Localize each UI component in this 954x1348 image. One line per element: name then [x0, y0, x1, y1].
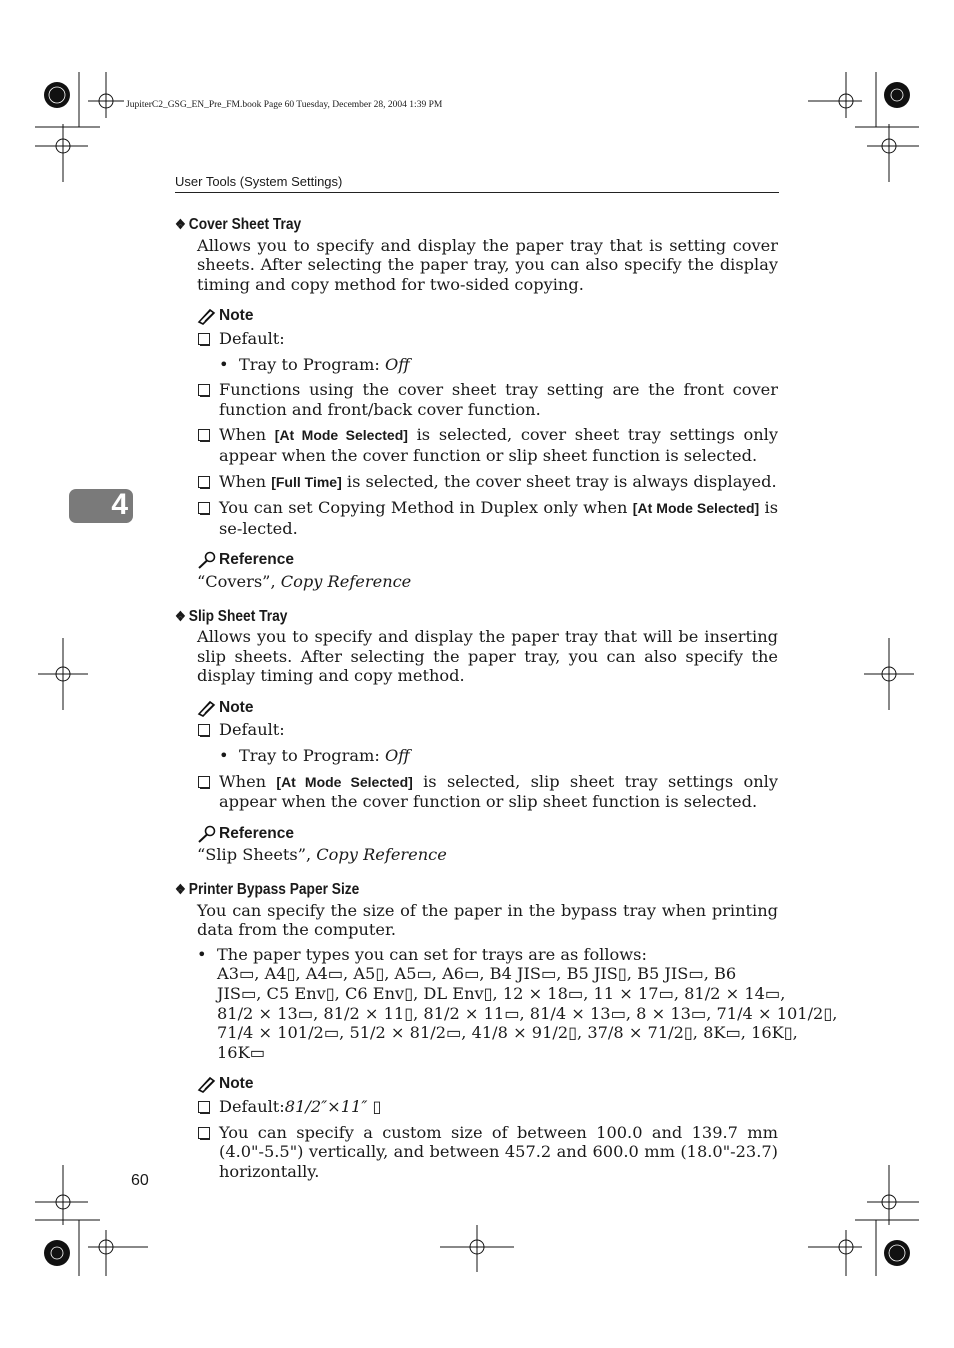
checkbox-icon — [197, 1126, 211, 1140]
at-mode-selected-key: [At Mode Selected] — [276, 773, 413, 790]
checklist-item: When [At Mode Selected] is selected, slip sheet tray settings only appear when the cover function or slip sheet function is selected. — [197, 772, 778, 812]
reference-text: “Slip Sheets”, Copy Reference — [197, 845, 447, 865]
checkbox-icon — [197, 501, 211, 515]
chapter-tab — [69, 489, 133, 523]
checkbox-icon — [197, 428, 211, 442]
bullet-item: • The paper types you can set for trays are as follows: A3▭, A4▯, A4▭, A5▯, A5▭, A6▭, B4 JIS▭, B5 JIS▯, B5 JIS▭, B6 JIS▭, C5 Env▯, C6 Env▯, DL Env▯, 12 × 18▭, 11 × 17▭, 81/2 × 14▭, 81/2 × 13▭, 81/2 × 11▯, 81/2 × 11▭, 81/4 × 13▭, 8 × 13▭, 71/4 × 101/2▯, 71/4 × 101/2▭, 51/2 × 81/2▭, 41/8 × 91/2▯, 37/8 × 71/2▯, 8K▭, 16K▯, 16K▭ — [197, 944, 838, 1062]
note-heading: Note — [197, 698, 778, 718]
section-body-slip: Allows you to specify and display the paper tray that will be inserting slip sheets. After selecting the paper tray, you can also specify the display timing and copy method. — [197, 627, 778, 686]
section-body-cover: Allows you to specify and display the paper tray that is setting cover sheets. After selecting the paper tray, you can also specify the display timing and copy method for two-sided copying. — [197, 235, 778, 294]
checklist-item: You can set Copying Method in Duplex only when [At Mode Selected] is se-lected. — [197, 498, 778, 538]
print-info: JupiterC2_GSG_EN_Pre_FM.book Page 60 Tuesday, December 28, 2004 1:39 PM — [126, 100, 443, 110]
checklist-item: Default: — [197, 720, 778, 740]
paper-sizes-line: 16K▭ — [217, 1042, 265, 1062]
diamond-bullet-icon: ❖ — [175, 607, 186, 624]
checklist-item: You can specify a custom size of between 100.0 and 139.7 mm (4.0"-5.5") vertically, and between 457.2 and 600.0 mm (18.0"-23.7) horizontally. — [197, 1123, 778, 1182]
section-title-slip: ❖ Slip Sheet Tray — [175, 607, 288, 625]
at-mode-selected-key: [At Mode Selected] — [274, 427, 408, 444]
paper-sizes-line: 81/2 × 13▭, 81/2 × 11▯, 81/2 × 11▭, 81/4 × 13▭, 8 × 13▭, 71/4 × 101/2▯, — [217, 1003, 838, 1023]
section-title-cover: ❖ Cover Sheet Tray — [175, 216, 302, 233]
checklist-item: Default: — [197, 329, 778, 349]
paper-sizes-line: A3▭, A4▯, A4▭, A5▯, A5▭, A6▭, B4 JIS▭, B5 JIS▯, B5 JIS▭, B6 — [217, 964, 737, 984]
reference-text: “Covers”, Copy Reference — [197, 571, 412, 591]
checkbox-icon — [197, 775, 211, 789]
diamond-bullet-icon: ❖ — [175, 216, 186, 232]
note-heading: Note — [197, 1074, 778, 1094]
checkbox-icon — [197, 1100, 211, 1114]
main-content — [175, 215, 838, 1181]
checklist-item: When [Full Time] is selected, the cover sheet tray is always displayed. — [197, 472, 778, 493]
pencil-note-icon — [197, 699, 217, 717]
at-mode-selected-key: [At Mode Selected] — [632, 500, 760, 517]
section-body-bypass: You can specify the size of the paper in the bypass tray when printing data from the computer. — [197, 900, 778, 940]
pencil-note-icon — [197, 1075, 217, 1093]
bullet-item: • Tray to Program: Off — [219, 354, 410, 374]
magnifier-reference-icon — [197, 825, 217, 843]
diamond-bullet-icon: ❖ — [175, 881, 186, 898]
checklist-item: Default:81/2″×11″ ▯ — [197, 1097, 778, 1117]
note-heading: Note — [197, 306, 778, 326]
checkbox-icon — [197, 383, 211, 397]
checkbox-icon — [197, 475, 211, 489]
checkbox-icon — [197, 332, 211, 346]
pencil-note-icon — [197, 307, 217, 325]
checkbox-icon — [197, 723, 211, 737]
paper-sizes-line: JIS▭, C5 Env▯, C6 Env▯, DL Env▯, 12 × 18▭, 11 × 17▭, 81/2 × 14▭, — [217, 984, 786, 1003]
magnifier-reference-icon — [197, 551, 217, 569]
page-number: 60 — [131, 1172, 149, 1189]
chapter-number: 4 — [111, 488, 128, 521]
bullet-item: • Tray to Program: Off — [219, 746, 410, 766]
reference-heading: Reference — [197, 824, 778, 844]
checklist-item: Functions using the cover sheet tray setting are the front cover function and front/back cover function. — [197, 380, 778, 419]
checklist-item: When [At Mode Selected] is selected, cover sheet tray settings only appear when the cover function or slip sheet function is selected. — [197, 425, 778, 465]
running-header: User Tools (System Settings) — [175, 174, 779, 193]
paper-sizes-line: 71/4 × 101/2▭, 51/2 × 81/2▭, 41/8 × 91/2▯, 37/8 × 71/2▯, 8K▭, 16K▯, — [217, 1023, 798, 1043]
full-time-key: [Full Time] — [271, 473, 342, 490]
reference-heading: Reference — [197, 550, 778, 570]
paper-types-intro: The paper types you can set for trays are as follows: — [217, 944, 647, 964]
section-title-bypass: ❖ Printer Bypass Paper Size — [175, 881, 360, 899]
